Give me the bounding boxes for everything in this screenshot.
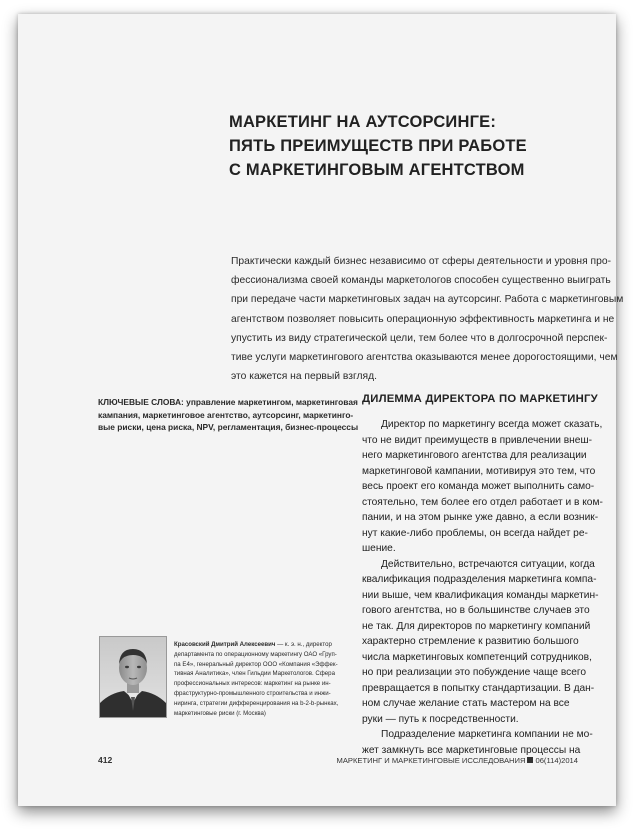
- article-lead: [231, 252, 624, 386]
- article-body: [362, 417, 603, 758]
- bio-line: [174, 640, 352, 650]
- journal-name: МАРКЕТИНГ И МАРКЕТИНГОВЫЕ ИССЛЕДОВАНИЯ: [336, 756, 526, 765]
- body-line: превращается в попытку стандартизации. В дан-: [362, 682, 595, 694]
- magazine-page: [18, 14, 624, 806]
- body-line: него маркетингового агентства для реализации: [362, 450, 587, 461]
- section-heading: ДИЛЕММА ДИРЕКТОРА ПО МАРКЕТИНГУ: [362, 393, 598, 405]
- body-line: числа маркетинговых компетенций сотрудников,: [362, 651, 592, 663]
- body-line: Действительно, встречаются ситуации, когда: [381, 558, 595, 570]
- body-line: пании, и на этом рынке уже давно, а если возник-: [362, 512, 599, 523]
- author-photo: [99, 636, 167, 718]
- body-line: что не видит преимуществ в привлечении внеш-: [362, 434, 593, 446]
- article-title: [229, 110, 589, 182]
- bio-line: департамента по операционному маркетингу ОАО «Груп-: [174, 650, 337, 658]
- journal-issue: 06(114)2014: [535, 756, 578, 765]
- bio-line: па Е4», генеральный директор ООО «Компания «Эффек-: [174, 660, 338, 668]
- lead-line: тиве услуги маркетингового агентства оказываются менее дорогостоящими, чем: [231, 352, 618, 364]
- bio-line: ниринга, стратегии дифференцирования на b-2-b-рынках,: [174, 699, 339, 707]
- body-line: но при реализации это побуждение чаще всего: [362, 667, 587, 678]
- body-line: маркетинговой кампании, мотивируя это тем, что: [362, 465, 596, 477]
- lead-line: при передаче части маркетинговых задач на аутсорсинг. Работа с маркетинговым: [231, 294, 624, 306]
- body-line: нут какие-либо проблемы, он всегда найдет ре-: [362, 527, 588, 539]
- body-line: нии выше, чем квалификация команды маркетин-: [362, 589, 599, 601]
- body-line: Директор по маркетингу всегда может сказать,: [381, 419, 603, 430]
- square-bullet-icon: [527, 757, 533, 763]
- body-line: Подразделение маркетинга компании не мо-: [381, 729, 593, 740]
- body-line: не так. Для директоров по маркетингу компаний: [362, 620, 591, 632]
- keywords-line: КЛЮЧЕВЫЕ СЛОВА: управление маркетингом, маркетинговая: [98, 397, 358, 407]
- author-bio: [174, 640, 352, 718]
- keywords-line: вые риски, цена риска, NPV, регламентация, бизнес-процессы: [98, 422, 359, 432]
- body-line: характерно стремление к развитию большого: [362, 636, 579, 647]
- lead-line: это кажется на первый взгляд.: [231, 371, 377, 383]
- journal-footer: [337, 756, 578, 765]
- body-line: весь проект его команда может выполнить само-: [362, 481, 595, 492]
- page-number: 412: [98, 755, 113, 765]
- bio-line: фраструктурно-промышленного строительства и инжи-: [174, 689, 331, 697]
- body-line: гового агентства, но в большинстве случаев это: [362, 605, 590, 616]
- lead-line: упустить из виду стратегической цели, тем более что в долгосрочной перспек-: [231, 332, 608, 344]
- lead-line: фессионализма своей команды маркетологов способен существенно выиграть: [231, 275, 611, 287]
- bio-line: маркетинговые риски (г. Москва): [174, 709, 266, 717]
- author-name: Красовский Дмитрий Алексеевич: [174, 641, 276, 648]
- body-line: шение.: [362, 543, 396, 554]
- body-line: квалификация подразделения маркетинга компа-: [362, 574, 597, 585]
- body-line: руки — путь к посредственности.: [362, 713, 519, 725]
- lead-line: Практически каждый бизнес независимо от сферы деятельности и уровня про-: [231, 256, 612, 267]
- bio-line: тивная Аналитика», член Гильдии Маркетологов. Сфера: [174, 670, 335, 678]
- keywords-line: кампания, маркетинговое агентство, аутсорсинг, маркетинго-: [98, 409, 354, 420]
- title-line: ПЯТЬ ПРЕИМУЩЕСТВ ПРИ РАБОТЕ: [229, 137, 527, 155]
- title-line: МАРКЕТИНГ НА АУТСОРСИНГЕ:: [229, 113, 497, 131]
- lead-line: агентством позволяет повысить операционную эффективность маркетинга и не: [231, 313, 615, 325]
- title-line: С МАРКЕТИНГОВЫМ АГЕНТСТВОМ: [229, 161, 525, 179]
- bio-line-tail: — к. э. н., директор: [275, 641, 332, 648]
- body-line: стоятельно, тем более его отдел работает и в ком-: [362, 496, 603, 508]
- body-line: ном случае желание стать мастером на все: [362, 698, 570, 709]
- author-portrait-image: [100, 637, 166, 717]
- keywords-block: [98, 396, 359, 434]
- bio-line: профессиональных интересов: маркетинг на рынке ин-: [174, 680, 331, 688]
- body-line: жет замкнуть все маркетинговые процессы на: [362, 744, 581, 756]
